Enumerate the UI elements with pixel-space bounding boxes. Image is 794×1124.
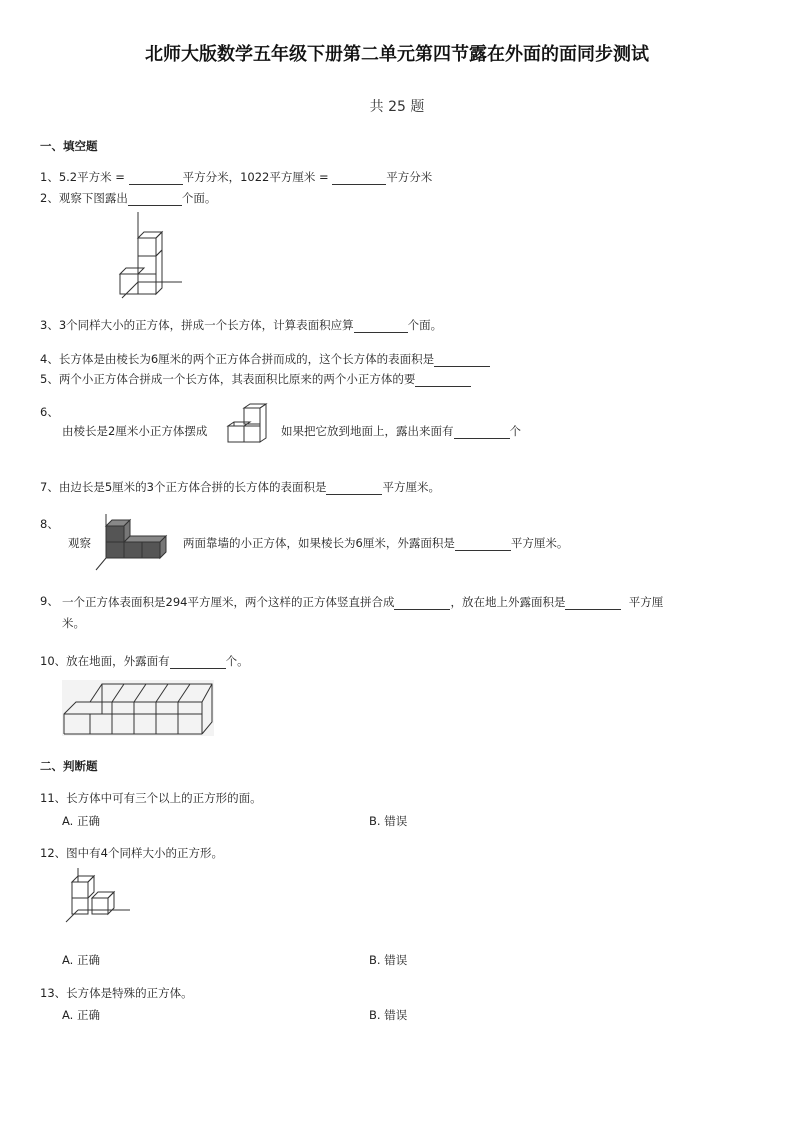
answer-blank[interactable] [332, 172, 386, 185]
cube-stack-figure [118, 212, 188, 302]
answer-blank[interactable] [326, 482, 382, 495]
question-8-text-a: 观察 [68, 536, 91, 550]
answer-blank[interactable] [129, 172, 183, 185]
option-b[interactable]: B. 错误 [369, 814, 408, 828]
question-11: 11、长方体中可有三个以上的正方形的面。 [40, 791, 262, 805]
question-12: 12、图中有4个同样大小的正方形。 [40, 846, 223, 860]
squares-figure [64, 868, 134, 928]
question-1: 1、5.2平方米 = 平方分米，1022平方厘米 = 平方分米 [40, 170, 433, 184]
cube-row-figure [62, 680, 214, 736]
wall-cubes-figure [96, 514, 178, 576]
question-2: 2、观察下图露出 个面。 [40, 191, 217, 205]
page-title: 北师大版数学五年级下册第二单元第四节露在外面的面同步测试 [145, 44, 649, 65]
answer-blank[interactable] [354, 320, 408, 333]
answer-blank[interactable] [454, 426, 510, 439]
question-10: 10、放在地面，外露面有 个。 [40, 654, 249, 668]
question-count: 共 25 题 [369, 99, 425, 115]
question-6-text-b: 如果把它放到地面上，露出来面有 个 [281, 424, 521, 438]
option-a[interactable]: A. 正确 [62, 1008, 100, 1022]
answer-blank[interactable] [128, 193, 182, 206]
answer-blank[interactable] [415, 374, 471, 387]
option-b[interactable]: B. 错误 [369, 953, 408, 967]
question-5: 5、两个小正方体合拼成一个长方体，其表面积比原来的两个小正方体的要 [40, 371, 471, 387]
question-13: 13、长方体是特殊的正方体。 [40, 986, 193, 1000]
small-cubes-figure [226, 404, 276, 450]
section-fill-heading: 一、填空题 [40, 139, 98, 153]
question-3: 3、3个同样大小的正方体，拼成一个长方体，计算表面积应算 个面。 [40, 318, 443, 332]
question-7: 7、由边长是5厘米的3个正方体合拼的长方体的表面积是 平方厘米。 [40, 480, 440, 494]
question-8-text-b: 两面靠墙的小正方体，如果棱长为6厘米，外露面积是 平方厘米。 [183, 536, 569, 550]
option-a[interactable]: A. 正确 [62, 953, 100, 967]
answer-blank[interactable] [434, 354, 490, 367]
answer-blank[interactable] [565, 597, 621, 610]
question-4: 4、长方体是由棱长为6厘米的两个正方体合拼而成的，这个长方体的表面积是 [40, 351, 490, 367]
section-judge-heading: 二、判断题 [40, 759, 98, 773]
question-6-number: 6、 [40, 405, 59, 419]
question-8-number: 8、 [40, 517, 59, 531]
question-9-text: 一个正方体表面积是294平方厘米，两个这样的正方体竖直拼合成 ，放在地上外露面积是 平方厘 [62, 595, 664, 609]
option-b[interactable]: B. 错误 [369, 1008, 408, 1022]
option-a[interactable]: A. 正确 [62, 814, 100, 828]
question-9-number: 9、 [40, 594, 59, 608]
question-6-text-a: 由棱长是2厘米小正方体摆成 [62, 424, 208, 438]
answer-blank[interactable] [170, 656, 226, 669]
answer-blank[interactable] [455, 538, 511, 551]
question-9-text-cont: 米。 [62, 616, 85, 630]
answer-blank[interactable] [394, 597, 450, 610]
